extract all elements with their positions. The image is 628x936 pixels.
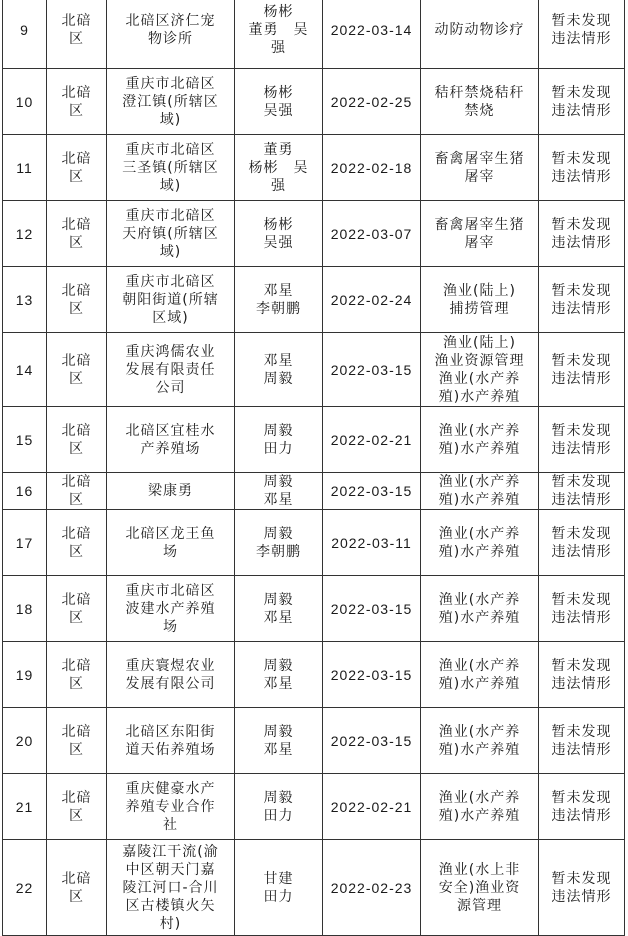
inspection-matter-cell [421,473,539,510]
cell-text-line: 渔业(水上非 [438,861,521,878]
inspection-date-cell: 2022-03-15 [323,576,421,642]
inspected-entity-cell [107,473,235,510]
district-cell [47,0,107,69]
inspectors-cell [235,201,323,267]
inspected-entity-cell [107,135,235,201]
inspection-date-cell: 2022-03-15 [323,642,421,708]
inspection-matter-cell [421,135,539,201]
district-cell [47,510,107,576]
cell-text-line: 社 [163,816,178,833]
cell-text-line: 吴强 [263,234,294,251]
inspection-result-cell [539,135,625,201]
cell-text-line: 北碚 [61,422,92,439]
cell-text-line: 邓星 [263,675,294,692]
table-row [3,576,625,642]
cell-text-line: 违法情形 [551,234,612,251]
inspected-entity-cell [107,267,235,333]
cell-text-line: 重庆市北碚区 [125,582,216,599]
cell-text-line: 殖)水产养殖 [438,440,521,457]
inspectors-cell [235,642,323,708]
inspection-matter-cell [421,642,539,708]
cell-text-line: 区 [69,102,84,119]
inspection-result-cell [539,201,625,267]
cell-text-line: 渔业(陆上) [443,334,516,351]
cell-text-line: 暂未发现 [551,657,612,674]
cell-text-line: 暂未发现 [551,84,612,101]
cell-text-line: 殖)水产养殖 [438,807,521,824]
cell-text-line: 区 [69,492,84,508]
cell-text-line: 养殖专业合作 [125,798,216,815]
cell-text-line: 禁烧 [464,102,495,119]
inspectors-cell [235,840,323,936]
cell-text-line: 域) [159,243,182,260]
row-number-cell: 11 [3,135,47,201]
cell-text-line: 重庆市北碚区 [125,207,216,224]
inspection-date-cell: 2022-03-15 [323,333,421,407]
district-cell [47,576,107,642]
cell-text-line: 杨彬 [263,84,294,101]
inspectors-cell [235,135,323,201]
cell-text-line: 违法情形 [551,609,612,626]
inspected-entity-cell [107,708,235,774]
cell-text-line: 区 [69,543,84,560]
inspection-date-cell: 2022-03-11 [323,510,421,576]
cell-text-line: 邓星 [263,492,294,508]
cell-text-line: 殖)水产养殖 [438,675,521,692]
district-cell [47,267,107,333]
cell-text-line: 强 [271,39,286,56]
cell-text-line: 暂未发现 [551,591,612,608]
inspected-entity-cell [107,201,235,267]
cell-text-line: 捕捞管理 [449,300,510,317]
cell-text-line: 违法情形 [551,543,612,560]
cell-text-line: 殖)水产养殖 [438,388,521,405]
inspection-matter-cell [421,69,539,135]
inspection-date-cell: 2022-03-15 [323,708,421,774]
inspection-result-cell [539,69,625,135]
cell-text-line: 区 [69,440,84,457]
cell-text-line: 邓星 [263,282,294,299]
cell-text-line: 周毅 [263,657,294,674]
table-row [3,510,625,576]
district-cell [47,774,107,840]
cell-text-line: 渔业(水产养 [438,474,521,490]
inspection-date-cell: 2022-02-21 [323,774,421,840]
inspected-entity-cell [107,333,235,407]
cell-text-line: 违法情形 [551,888,612,905]
cell-text-line: 梁康勇 [148,483,193,499]
cell-text-line: 殖)水产养殖 [438,741,521,758]
inspectors-cell [235,69,323,135]
cell-text-line: 区 [69,234,84,251]
cell-text-line: 违法情形 [551,30,612,47]
inspection-result-cell [539,576,625,642]
row-number-cell: 12 [3,201,47,267]
cell-text-line: 暂未发现 [551,870,612,887]
inspection-matter-cell [421,201,539,267]
cell-text-line: 北碚 [61,789,92,806]
cell-text-line: 北碚 [61,870,92,887]
cell-text-line: 暂未发现 [551,12,612,29]
table-row [3,642,625,708]
table-row [3,473,625,510]
cell-text-line: 重庆寰煜农业 [125,657,216,674]
cell-text-line: 暂未发现 [551,723,612,740]
cell-text-line: 渔业(水产养 [438,422,521,439]
district-cell [47,333,107,407]
cell-text-line: 北碚区东阳街 [125,723,216,740]
inspectors-cell [235,267,323,333]
cell-text-line: 田力 [263,440,294,457]
table-row [3,0,625,69]
cell-text-line: 重庆鸿儒农业 [125,343,216,360]
inspected-entity-cell [107,576,235,642]
cell-text-line: 重庆市北碚区 [125,75,216,92]
cell-text-line: 周毅 [263,789,294,806]
inspected-entity-cell [107,0,235,69]
cell-text-line: 中区朝天门嘉 [125,861,216,878]
cell-text-line: 殖)水产养殖 [438,492,521,508]
cell-text-line: 秸秆禁烧秸秆 [434,84,525,101]
inspectors-cell [235,774,323,840]
table-row [3,407,625,473]
cell-text-line: 区 [69,675,84,692]
cell-text-line: 区 [69,300,84,317]
cell-text-line: 杨彬 吴 [248,159,309,176]
cell-text-line: 暂未发现 [551,150,612,167]
cell-text-line: 北碚 [61,150,92,167]
cell-text-line: 违法情形 [551,370,612,387]
cell-text-line: 周毅 [263,525,294,542]
inspection-matter-cell [421,0,539,69]
row-number-cell: 15 [3,407,47,473]
cell-text-line: 暂未发现 [551,525,612,542]
cell-text-line: 嘉陵江干流(渝 [122,843,219,860]
cell-text-line: 区 [69,370,84,387]
cell-text-line: 公司 [155,379,186,396]
cell-text-line: 北碚 [61,84,92,101]
cell-text-line: 波建水产养殖 [125,600,216,617]
inspection-result-cell [539,267,625,333]
cell-text-line: 邓星 [263,609,294,626]
cell-text-line: 暂未发现 [551,282,612,299]
cell-text-line: 天府镇(所辖区 [122,225,219,242]
cell-text-line: 违法情形 [551,741,612,758]
cell-text-line: 重庆健豪水产 [125,780,216,797]
cell-text-line: 渔业(水产养 [438,591,521,608]
inspection-date-cell: 2022-03-15 [323,473,421,510]
inspectors-cell [235,0,323,69]
inspected-entity-cell [107,774,235,840]
cell-text-line: 周毅 [263,422,294,439]
cell-text-line: 北碚 [61,657,92,674]
row-number-cell: 20 [3,708,47,774]
cell-text-line: 强 [271,177,286,194]
row-number-cell: 13 [3,267,47,333]
row-number-cell: 10 [3,69,47,135]
inspected-entity-cell [107,840,235,936]
cell-text-line: 区 [69,888,84,905]
cell-text-line: 北碚区龙王鱼 [125,525,216,542]
cell-text-line: 区 [69,807,84,824]
cell-text-line: 暂未发现 [551,474,612,490]
district-cell [47,135,107,201]
inspected-entity-cell [107,642,235,708]
cell-text-line: 违法情形 [551,807,612,824]
inspection-result-cell [539,840,625,936]
cell-text-line: 渔业资源管理 [434,352,525,369]
cell-text-line: 场 [163,543,178,560]
cell-text-line: 北碚区济仁宠 [125,12,216,29]
cell-text-line: 吴强 [263,102,294,119]
inspection-date-cell: 2022-02-24 [323,267,421,333]
cell-text-line: 区域) [152,309,189,326]
table-row [3,69,625,135]
inspection-result-cell [539,642,625,708]
cell-text-line: 杨彬 [263,3,294,20]
cell-text-line: 违法情形 [551,675,612,692]
row-number-cell: 17 [3,510,47,576]
cell-text-line: 区 [69,741,84,758]
cell-text-line: 渔业(水产养 [438,723,521,740]
table-row [3,333,625,407]
cell-text-line: 陵江河口-合川 [122,879,219,896]
cell-text-line: 暂未发现 [551,352,612,369]
cell-text-line: 区古楼镇火矢 [125,897,216,914]
inspection-result-cell [539,333,625,407]
inspection-result-cell [539,510,625,576]
cell-text-line: 朝阳街道(所辖 [122,291,219,308]
inspection-result-cell [539,407,625,473]
cell-text-line: 区 [69,30,84,47]
district-cell [47,473,107,510]
cell-text-line: 暂未发现 [551,789,612,806]
inspection-matter-cell [421,708,539,774]
cell-text-line: 周毅 [263,474,294,490]
inspection-matter-cell [421,510,539,576]
cell-text-line: 北碚 [61,723,92,740]
cell-text-line: 北碚 [61,525,92,542]
cell-text-line: 场 [163,618,178,635]
inspected-entity-cell [107,407,235,473]
cell-text-line: 澄江镇(所辖区 [122,93,219,110]
cell-text-line: 北碚 [61,216,92,233]
row-number-cell: 22 [3,840,47,936]
cell-text-line: 区 [69,609,84,626]
row-number-cell: 19 [3,642,47,708]
cell-text-line: 渔业(陆上) [443,282,516,299]
inspection-matter-cell [421,407,539,473]
cell-text-line: 董勇 [263,141,294,158]
cell-text-line: 村) [159,915,182,932]
cell-text-line: 违法情形 [551,492,612,508]
cell-text-line: 畜禽屠宰生猪 [434,150,525,167]
cell-text-line: 李朝鹏 [256,543,301,560]
cell-text-line: 北碚 [61,352,92,369]
inspectors-cell [235,407,323,473]
row-number-cell: 9 [3,0,47,69]
district-cell [47,407,107,473]
cell-text-line: 发展有限责任 [125,361,216,378]
inspection-date-cell: 2022-02-21 [323,407,421,473]
cell-text-line: 动防动物诊疗 [434,21,525,38]
cell-text-line: 北碚 [61,591,92,608]
inspectors-cell [235,708,323,774]
cell-text-line: 暂未发现 [551,422,612,439]
cell-text-line: 殖)水产养殖 [438,543,521,560]
cell-text-line: 暂未发现 [551,216,612,233]
cell-text-line: 三圣镇(所辖区 [122,159,219,176]
cell-text-line: 周毅 [263,723,294,740]
cell-text-line: 北碚 [61,12,92,29]
inspection-record-table [2,0,625,936]
cell-text-line: 屠宰 [464,168,495,185]
inspection-date-cell: 2022-03-14 [323,0,421,69]
cell-text-line: 重庆市北碚区 [125,273,216,290]
cell-text-line: 殖)水产养殖 [438,609,521,626]
cell-text-line: 违法情形 [551,440,612,457]
cell-text-line: 田力 [263,807,294,824]
cell-text-line: 违法情形 [551,300,612,317]
inspection-matter-cell [421,333,539,407]
inspectors-cell [235,333,323,407]
cell-text-line: 李朝鹏 [256,300,301,317]
cell-text-line: 邓星 [263,741,294,758]
inspectors-cell [235,576,323,642]
cell-text-line: 区 [69,168,84,185]
cell-text-line: 杨彬 [263,216,294,233]
cell-text-line: 畜禽屠宰生猪 [434,216,525,233]
cell-text-line: 产养殖场 [140,440,201,457]
district-cell [47,201,107,267]
district-cell [47,840,107,936]
inspected-entity-cell [107,510,235,576]
cell-text-line: 甘建 [263,870,294,887]
cell-text-line: 渔业(水产养 [438,525,521,542]
inspection-matter-cell [421,267,539,333]
row-number-cell: 16 [3,473,47,510]
cell-text-line: 北碚区宜桂水 [125,422,216,439]
cell-text-line: 道天佑养殖场 [125,741,216,758]
cell-text-line: 域) [159,111,182,128]
inspection-matter-cell [421,840,539,936]
cell-text-line: 违法情形 [551,168,612,185]
inspection-date-cell: 2022-02-23 [323,840,421,936]
row-number-cell: 18 [3,576,47,642]
cell-text-line: 渔业(水产养 [438,370,521,387]
inspectors-cell [235,473,323,510]
cell-text-line: 北碚 [61,282,92,299]
inspectors-cell [235,510,323,576]
cell-text-line: 发展有限公司 [125,675,216,692]
inspection-date-cell: 2022-03-07 [323,201,421,267]
cell-text-line: 源管理 [457,897,502,914]
cell-text-line: 渔业(水产养 [438,657,521,674]
table-row [3,201,625,267]
table-body [3,0,625,936]
cell-text-line: 物诊所 [148,30,193,47]
cell-text-line: 渔业(水产养 [438,789,521,806]
inspection-result-cell [539,708,625,774]
cell-text-line: 田力 [263,888,294,905]
cell-text-line: 董勇 吴 [248,21,309,38]
inspection-result-cell [539,473,625,510]
inspection-result-cell [539,774,625,840]
table-row [3,774,625,840]
inspection-date-cell: 2022-02-25 [323,69,421,135]
inspection-matter-cell [421,774,539,840]
cell-text-line: 北碚 [61,474,92,490]
district-cell [47,69,107,135]
cell-text-line: 违法情形 [551,102,612,119]
cell-text-line: 重庆市北碚区 [125,141,216,158]
inspection-result-cell [539,0,625,69]
cell-text-line: 安全)渔业资 [438,879,521,896]
inspected-entity-cell [107,69,235,135]
inspection-date-cell: 2022-02-18 [323,135,421,201]
cell-text-line: 邓星 [263,352,294,369]
table-row [3,267,625,333]
table-row [3,135,625,201]
table-row [3,840,625,936]
district-cell [47,708,107,774]
table-row [3,708,625,774]
row-number-cell: 14 [3,333,47,407]
cell-text-line: 周毅 [263,370,294,387]
cell-text-line: 域) [159,177,182,194]
inspection-matter-cell [421,576,539,642]
district-cell [47,642,107,708]
cell-text-line: 屠宰 [464,234,495,251]
row-number-cell: 21 [3,774,47,840]
cell-text-line: 周毅 [263,591,294,608]
